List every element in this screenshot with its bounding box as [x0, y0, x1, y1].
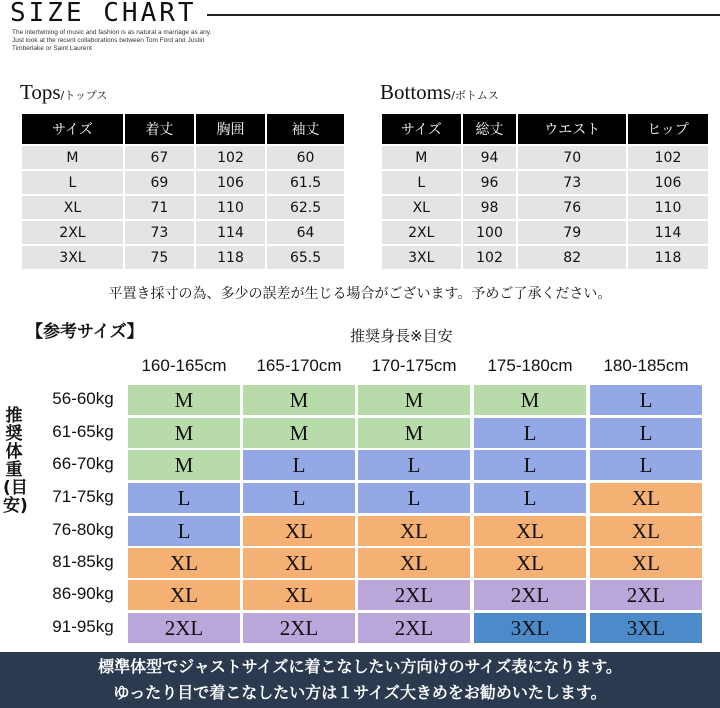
- size-cell: M: [474, 385, 586, 415]
- bottoms-cell: L: [382, 171, 461, 194]
- bottoms-cell: 110: [628, 196, 708, 219]
- bottoms-cell: 106: [628, 171, 708, 194]
- weight-row-header: 86-90kg: [52, 584, 114, 603]
- weight-row-header: 91-95kg: [52, 617, 114, 636]
- size-cell: 2XL: [590, 580, 702, 610]
- weight-row-header: 66-70kg: [52, 454, 114, 473]
- size-cell: L: [474, 483, 586, 513]
- size-cell: M: [358, 385, 470, 415]
- bottoms-row: [382, 146, 708, 169]
- tops-cell: 2XL: [22, 221, 123, 244]
- tops-table: [20, 112, 346, 271]
- tops-cell: 73: [125, 221, 194, 244]
- tops-cell: 114: [196, 221, 265, 244]
- size-cell: L: [128, 516, 240, 546]
- height-column-header: 175-180cm: [487, 356, 573, 375]
- bottoms-cell: 76: [518, 196, 626, 219]
- footer-banner: [0, 652, 720, 708]
- tops-title-ja: /トップス: [60, 89, 108, 102]
- size-cell: M: [128, 418, 240, 448]
- size-cell: 2XL: [474, 580, 586, 610]
- tops-row: [22, 221, 344, 244]
- tops-column-header: 着丈: [125, 114, 194, 144]
- weight-row-header: 61-65kg: [52, 422, 114, 441]
- size-cell: M: [358, 418, 470, 448]
- bottoms-cell: 102: [628, 146, 708, 169]
- tops-cell: 65.5: [267, 246, 344, 269]
- bottoms-cell: 114: [628, 221, 708, 244]
- bottoms-cell: 118: [628, 246, 708, 269]
- size-cell: XL: [474, 516, 586, 546]
- bottoms-row: [382, 171, 708, 194]
- bottoms-column-header: ヒップ: [628, 114, 708, 144]
- tops-section: [20, 80, 346, 271]
- bottoms-column-header: サイズ: [382, 114, 461, 144]
- bottoms-cell: XL: [382, 196, 461, 219]
- bottoms-cell: 2XL: [382, 221, 461, 244]
- tops-cell: 64: [267, 221, 344, 244]
- size-cell: L: [243, 483, 355, 513]
- tops-column-header: サイズ: [22, 114, 123, 144]
- size-cell: 2XL: [128, 613, 240, 643]
- height-column-header: 170-175cm: [371, 356, 457, 375]
- size-cell: XL: [243, 516, 355, 546]
- page-title: SIZE CHART: [10, 0, 197, 28]
- size-cell: 2XL: [358, 613, 470, 643]
- bottoms-row: [382, 196, 708, 219]
- measurement-note: 平置き採寸の為、多少の誤差が生じる場合がございます。予めご了承ください。: [108, 286, 612, 302]
- size-cell: XL: [474, 548, 586, 578]
- size-cell: XL: [358, 516, 470, 546]
- tops-cell: 67: [125, 146, 194, 169]
- tops-row: [22, 171, 344, 194]
- tops-row: [22, 146, 344, 169]
- size-cell: L: [590, 418, 702, 448]
- size-cell: L: [474, 418, 586, 448]
- tops-cell: 71: [125, 196, 194, 219]
- weight-row-header: 76-80kg: [52, 520, 114, 539]
- bottoms-title-en: Bottoms: [380, 80, 452, 104]
- tops-cell: 69: [125, 171, 194, 194]
- reference-title: 【参考サイズ】: [26, 322, 144, 342]
- size-cell: XL: [128, 580, 240, 610]
- bottoms-title-ja: /ボトムス: [451, 89, 499, 102]
- weight-row-header: 81-85kg: [52, 552, 114, 571]
- tops-header-row: [22, 114, 344, 144]
- tops-column-header: 胸囲: [196, 114, 265, 144]
- tops-title-en: Tops: [20, 80, 61, 104]
- header-divider: [207, 14, 720, 16]
- tops-cell: 62.5: [267, 196, 344, 219]
- size-cell: L: [128, 483, 240, 513]
- size-cell: 2XL: [358, 580, 470, 610]
- weight-row-header: 56-60kg: [52, 389, 114, 408]
- bottoms-cell: 102: [463, 246, 517, 269]
- bottoms-cell: 98: [463, 196, 517, 219]
- size-cell: M: [128, 450, 240, 480]
- size-cell: L: [590, 385, 702, 415]
- bottoms-cell: 82: [518, 246, 626, 269]
- bottoms-cell: 100: [463, 221, 517, 244]
- tops-body: [22, 146, 344, 269]
- bottoms-row: [382, 246, 708, 269]
- size-cell: XL: [590, 516, 702, 546]
- tops-cell: 61.5: [267, 171, 344, 194]
- tops-cell: 60: [267, 146, 344, 169]
- size-cell: 3XL: [590, 613, 702, 643]
- tops-title: [20, 80, 346, 105]
- tops-cell: 3XL: [22, 246, 123, 269]
- size-cell: XL: [590, 483, 702, 513]
- size-cell: M: [128, 385, 240, 415]
- bottoms-column-header: 総丈: [463, 114, 517, 144]
- bottoms-header-row: [382, 114, 708, 144]
- size-cell: XL: [243, 580, 355, 610]
- page-header: [0, 0, 720, 75]
- size-cell: XL: [358, 548, 470, 578]
- size-cell: 2XL: [243, 613, 355, 643]
- size-cell: M: [243, 385, 355, 415]
- tops-cell: 75: [125, 246, 194, 269]
- size-cell: XL: [128, 548, 240, 578]
- footer-line-1: 標準体型でジャストサイズに着こなしたい方向けのサイズ表になります。: [98, 657, 622, 676]
- bottoms-title: [380, 80, 710, 105]
- tops-cell: 118: [196, 246, 265, 269]
- height-column-header: 160-165cm: [141, 356, 227, 375]
- bottoms-cell: 79: [518, 221, 626, 244]
- bottoms-table: [380, 112, 710, 271]
- tops-cell: L: [22, 171, 123, 194]
- size-cell: L: [474, 450, 586, 480]
- tops-cell: XL: [22, 196, 123, 219]
- bottoms-cell: 70: [518, 146, 626, 169]
- bottoms-body: [382, 146, 708, 269]
- bottoms-cell: 94: [463, 146, 517, 169]
- tops-row: [22, 196, 344, 219]
- bottoms-row: [382, 221, 708, 244]
- bottoms-cell: 73: [518, 171, 626, 194]
- weight-axis-label: 推奨体重(目安): [3, 406, 28, 516]
- size-cell: L: [243, 450, 355, 480]
- tops-column-header: 袖丈: [267, 114, 344, 144]
- height-axis-label: 推奨身長※目安: [350, 327, 453, 345]
- size-cell: M: [243, 418, 355, 448]
- size-cell: L: [590, 450, 702, 480]
- size-cell: 3XL: [474, 613, 586, 643]
- bottoms-section: [380, 80, 710, 271]
- bottoms-cell: 3XL: [382, 246, 461, 269]
- size-cell: XL: [243, 548, 355, 578]
- tops-cell: 106: [196, 171, 265, 194]
- header-tagline: The intertwining of music and fashion is as natural a marriage as any. Just look at the recent collaborations between Tom Ford and Justin Timberlake or Saint Laurent: [12, 29, 212, 52]
- tops-cell: M: [22, 146, 123, 169]
- bottoms-cell: M: [382, 146, 461, 169]
- height-column-header: 180-185cm: [603, 356, 689, 375]
- size-cell: L: [358, 483, 470, 513]
- size-cell: XL: [590, 548, 702, 578]
- tops-row: [22, 246, 344, 269]
- tops-cell: 102: [196, 146, 265, 169]
- bottoms-column-header: ウエスト: [518, 114, 626, 144]
- height-column-header: 165-170cm: [256, 356, 342, 375]
- tops-cell: 110: [196, 196, 265, 219]
- size-cell: L: [358, 450, 470, 480]
- footer-line-2: ゆったり目で着こなしたい方は１サイズ大きめをお勧めいたします。: [113, 683, 607, 702]
- bottoms-cell: 96: [463, 171, 517, 194]
- weight-row-header: 71-75kg: [52, 487, 114, 506]
